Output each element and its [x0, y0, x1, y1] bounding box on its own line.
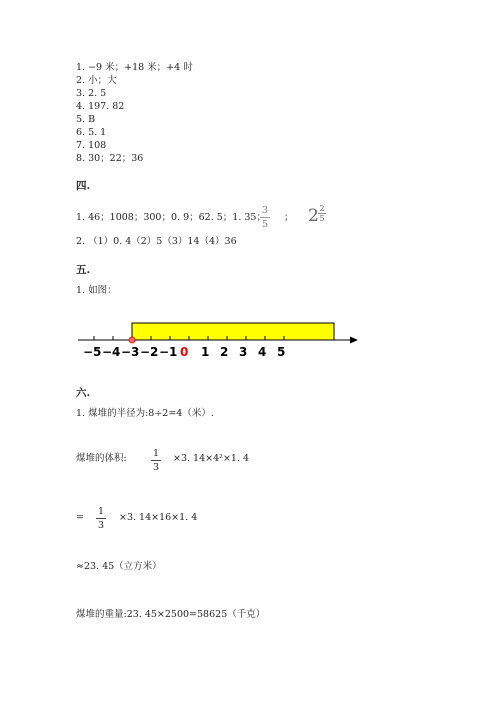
section-heading-5: 五. — [76, 264, 91, 276]
section6-approx-volume: ≈23. 45（立方米） — [76, 561, 162, 572]
label-neg-5: −5 — [83, 345, 102, 359]
section6-volume-label: 煤堆的体积: — [76, 453, 127, 464]
fraction-bar — [96, 518, 106, 519]
label-neg-3: −3 — [121, 345, 140, 359]
section6-equals-sign: = — [76, 512, 84, 523]
mixed-whole: 2 — [308, 206, 319, 226]
answer-line-3: 3. 2. 5 — [76, 88, 107, 99]
fraction-one-third — [150, 448, 162, 473]
section4-question-2: 2. （1）0. 4（2）5（3）14（4）36 — [76, 236, 237, 247]
label-5: 5 — [277, 345, 286, 359]
label-neg-2: −2 — [140, 345, 159, 359]
section5-question-1: 1. 如图： — [76, 285, 117, 296]
label-zero: 0 — [180, 345, 189, 359]
section6-line-1: 1. 煤堆的半径为:8÷2=4（米）. — [76, 408, 214, 419]
arrow-head-icon — [350, 337, 358, 344]
answer-line-1: 1. −9 米；+18 米；+4 时 — [76, 62, 193, 73]
fraction-numerator: 3 — [261, 205, 269, 216]
label-1: 1 — [201, 345, 210, 359]
fraction-bar — [151, 460, 161, 461]
fraction-numerator: 1 — [152, 448, 160, 459]
answer-line-4: 4. 197. 82 — [76, 101, 125, 112]
answer-line-6: 6. 5. 1 — [76, 127, 107, 138]
fraction-one-third — [95, 506, 107, 531]
answer-line-7: 7. 108 — [76, 140, 107, 151]
answer-line-8: 8. 30；22；36 — [76, 153, 144, 164]
mixed-denominator: 5 — [319, 214, 325, 223]
label-4: 4 — [258, 345, 267, 359]
answer-line-2: 2. 小；大 — [76, 75, 117, 86]
section6-volume-expression: ×3. 14×4²×1. 4 — [173, 453, 250, 464]
label-2: 2 — [220, 345, 229, 359]
section-heading-4: 四. — [76, 180, 91, 192]
point-marker — [129, 337, 135, 343]
highlight-interval — [132, 323, 334, 340]
section4-question-1: 1. 46；1008；300；0. 9；62. 5；1. 35； — [76, 212, 266, 223]
label-3: 3 — [239, 345, 248, 359]
fraction-denominator: 3 — [97, 520, 105, 531]
fraction-numerator: 1 — [97, 506, 105, 517]
section6-volume-expression-2: ×3. 14×16×1. 4 — [119, 512, 198, 523]
section-heading-6: 六. — [76, 387, 91, 399]
label-neg-4: −4 — [102, 345, 121, 359]
fraction-denominator: 3 — [152, 462, 160, 473]
label-neg-1: −1 — [159, 345, 178, 359]
section6-weight: 煤堆的重量:23. 45×2500=58625（千克） — [76, 609, 266, 620]
mixed-numerator: 2 — [319, 204, 325, 213]
fraction-denominator: 5 — [261, 219, 269, 230]
separator: ； — [284, 212, 294, 223]
answer-line-5: 5. B — [76, 114, 96, 125]
